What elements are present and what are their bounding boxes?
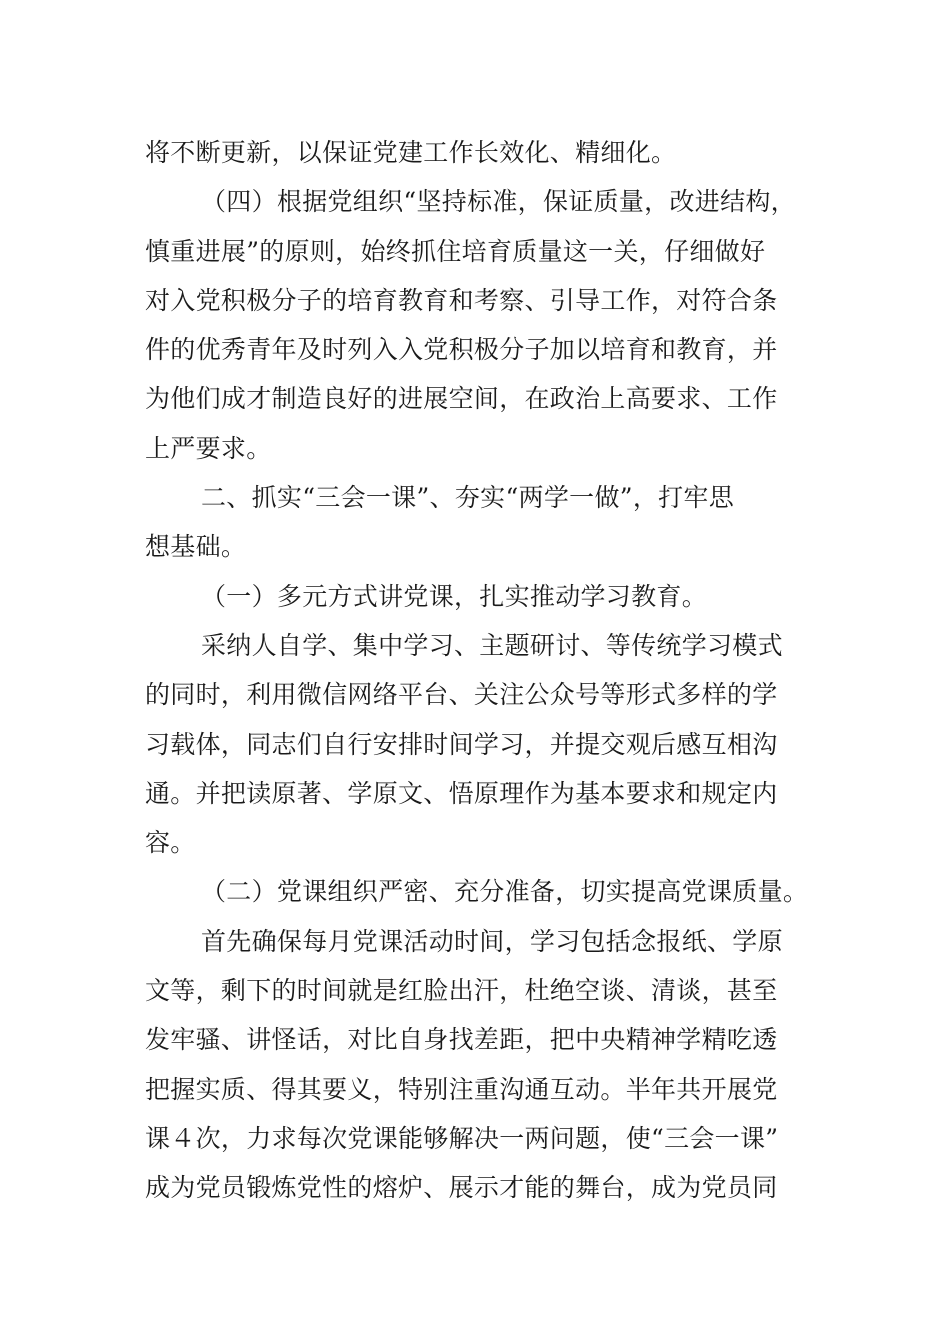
text-line: 把握实质、得其要义，特别注重沟通互动。半年共开展党 <box>145 1074 778 1104</box>
text-line: 容。 <box>145 828 196 858</box>
text-line: 成为党员锻炼党性的熔炉、展示才能的舞台，成为党员同 <box>145 1173 778 1203</box>
text-line: 为他们成才制造良好的进展空间，在政治上高要求、工作 <box>145 384 778 414</box>
text-line: 慎重进展”的原则，始终抓住培育质量这一关，仔细做好 <box>145 236 766 266</box>
subsection-heading: （一）多元方式讲党课，扎实推动学习教育。 <box>201 581 708 611</box>
text-line: （四）根据党组织“坚持标准，保证质量，改进结构， <box>201 187 796 217</box>
text-line: 的同时，利用微信网络平台、关注公众号等形式多样的学 <box>145 680 778 710</box>
text-line: 课４次，力求每次党课能够解决一两问题，使“三会一课” <box>145 1123 779 1153</box>
text-line: 对入党积极分子的培育教育和考察、引导工作，对符合条 <box>145 285 778 315</box>
text-line: 通。并把读原著、学原文、悟原理作为基本要求和规定内 <box>145 778 778 808</box>
text-line: 首先确保每月党课活动时间，学习包括念报纸、学原 <box>201 926 783 956</box>
subsection-heading: （二）党课组织严密、充分准备，切实提高党课质量。 <box>201 877 809 907</box>
text-line: 将不断更新，以保证党建工作长效化、精细化。 <box>145 138 677 167</box>
text-line: 发牢骚、讲怪话，对比自身找差距，把中央精神学精吃透 <box>145 1025 778 1055</box>
text-line: 采纳人自学、集中学习、主题研讨、等传统学习模式 <box>201 630 783 660</box>
text-line: 文等，剩下的时间就是红脸出汗，杜绝空谈、清谈，甚至 <box>145 976 778 1006</box>
section-heading: 想基础。 <box>145 532 247 562</box>
text-line: 习载体，同志们自行安排时间学习，并提交观后感互相沟 <box>145 729 778 759</box>
text-line: 件的优秀青年及时列入入党积极分子加以培育和教育，并 <box>145 335 778 365</box>
section-heading: 二、抓实“三会一课”、夯实“两学一做”，打牢思 <box>201 483 735 513</box>
text-line: 上严要求。 <box>145 433 272 463</box>
document-body <box>145 128 825 1213</box>
